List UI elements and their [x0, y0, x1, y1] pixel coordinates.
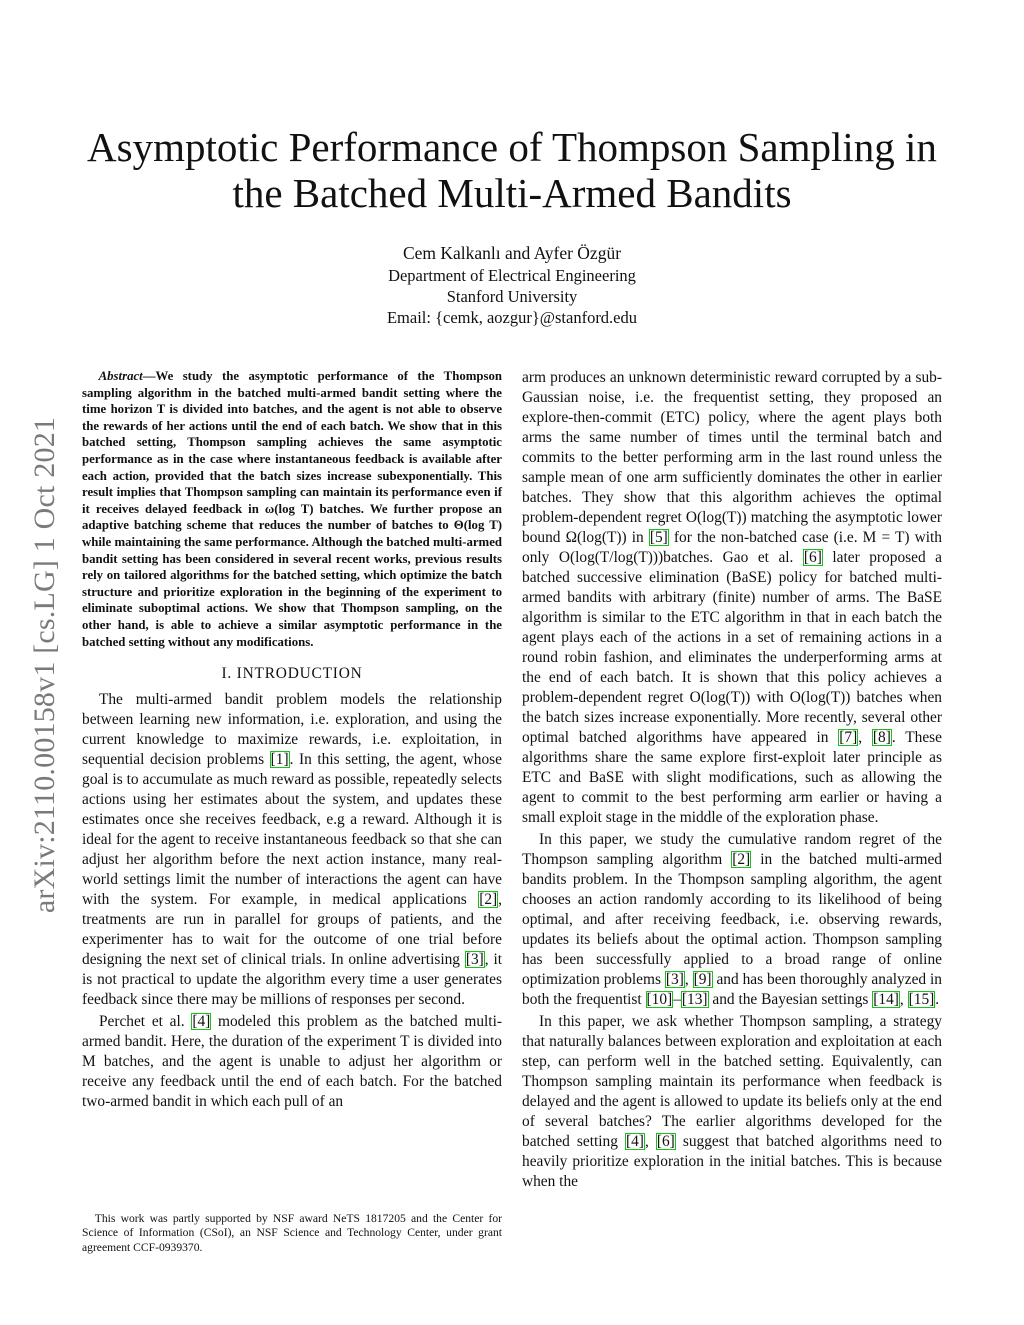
- citation-link[interactable]: [9]: [693, 971, 712, 988]
- abstract: [82, 368, 502, 650]
- citation-link[interactable]: [3]: [665, 971, 684, 988]
- abstract-dash: —: [142, 369, 156, 383]
- text-span: ,: [899, 991, 908, 1008]
- citation-link[interactable]: [13]: [681, 991, 708, 1008]
- arxiv-sidebar: [25, 365, 65, 965]
- text-span: for the non-batched case (i.e. M = T) with only O(log(T/log(T)))batches. Gao et al.: [522, 529, 942, 566]
- text-span: Perchet et al.: [98, 1013, 192, 1031]
- text-span: ,: [684, 971, 693, 988]
- author-email: Email: {cemk, aozgur}@stanford.edu: [386, 308, 638, 327]
- text-span: ,: [644, 1133, 656, 1150]
- right-column: [522, 368, 942, 1192]
- text-span: ,: [858, 729, 872, 746]
- text-span: .: [935, 991, 940, 1008]
- right-paragraph-3: [522, 1012, 942, 1192]
- text-span: in the batched multi-armed bandits problem. In the Thompson sampling algorithm, the agent chooses an action randomly according to its likelihood of being optimal, and after receiving feedback, i.e. observing rewards, updates its beliefs about the optimal action. Thompson sampling has been successfully applied to a broad range of online optimization problems: [522, 851, 943, 988]
- citation-link[interactable]: [8]: [872, 729, 891, 746]
- abstract-text: We study the asymptotic performance of the Thompson sampling algorithm in the batched multi-armed bandit setting where the time horizon T is divided into batches, and the agent is not able to observe the rewards of her actions until the end of each batch. We show that in this batched setting, Thompson sampling achieves the same asymptotic performance as in the case where instantaneous feedback is available after each action, provided that the batch sizes increase subexponentially. This result implies that Thompson sampling can maintain its performance even if it receives delayed feedback in ω(log T) batches. We further propose an adaptive batching scheme that reduces the number of batches to Θ(log T) while maintaining the same performance. Although the batched multi-armed bandit setting has been considered in several recent works, previous results rely on tailored algorithms for the batched setting, which optimize the batch structure and prioritize exploration in the beginning of the experiment to eliminate suboptimal actions. We show that Thompson sampling, on the other hand, is able to achieve a similar asymptotic performance in the batched setting without any modifications.: [82, 369, 502, 649]
- citation-link[interactable]: [6]: [803, 549, 822, 566]
- funding-footnote: This work was partly supported by NSF award NeTS 1817205 and the Center for Science of Information (CSoI), an NSF Science and Technology Center, under grant agreement CCF-0939370.: [82, 1211, 502, 1254]
- intro-paragraph-1: [82, 690, 502, 1010]
- citation-link[interactable]: [2]: [479, 891, 498, 909]
- section-heading-introduction: I. INTRODUCTION: [221, 665, 363, 683]
- citation-link[interactable]: [2]: [732, 851, 751, 868]
- text-span: suggest that batched algorithms need to heavily prioritize exploration in the initial batches. This is because when the: [522, 1133, 942, 1190]
- text-span: . In this setting, the agent, whose goal is to accumulate as much reward as possible, repeatedly selects actions using her estimates about the system, and updates these estimates once she receives feedback, e.g a reward. Although it is ideal for the agent to receive instantaneous feedback so that she can adjust her algorithm before the next action instance, many real-world settings limit the number of interactions the agent can have with the system. For example, in medical applications: [82, 751, 502, 909]
- text-span: . These algorithms share the same explore first-exploit later principle as ETC and BaSE with slight modifications, such as allowing the agent to commit to the best performing arm earlier or having a small exploit stage in the middle of the exploration phase.: [522, 729, 942, 826]
- text-span: and the Bayesian settings: [708, 991, 873, 1008]
- author-department: Department of Electrical Engineering: [388, 266, 636, 285]
- citation-link[interactable]: [3]: [465, 951, 484, 969]
- text-span: later proposed a batched successive elimination (BaSE) policy for batched multi-armed bandits with arbitrary (finite) number of arms. The BaSE algorithm is similar to the ETC algorithm in that in each batch the agent plays each of the actions in a set of remaining actions in a round robin fashion, and eliminates the underperforming arms at the end of each batch. It is shown that this policy achieves a problem-dependent regret O(log(T)) with O(log(T)) batches when the batch sizes increase exponentially. More recently, several other optimal batched algorithms have appeared in: [522, 549, 943, 746]
- text-span: arm produces an unknown deterministic reward corrupted by a sub-Gaussian noise, i.e. the frequentist setting, they proposed an explore-then-commit (ETC) policy, where the agent plays both arms the same number of times until the terminal batch and commits to the better performing arm in the last round unless the sample mean of one arm sufficiently dominates the other in earlier batches. They show that this algorithm achieves the optimal problem-dependent regret O(log(T)) matching the asymptotic lower bound Ω(log(T)) in: [522, 369, 942, 546]
- arxiv-identifier: arXiv:2110.00158v1 [cs.LG] 1 Oct 2021: [28, 416, 61, 914]
- paper-title: Asymptotic Performance of Thompson Sampling in the Batched Multi-Armed Bandits: [87, 124, 937, 216]
- intro-paragraph-2: [82, 1012, 502, 1112]
- left-column: [82, 368, 502, 1112]
- citation-link[interactable]: [4]: [192, 1013, 211, 1031]
- author-names: Cem Kalkanlı and Ayfer Özgür: [402, 243, 622, 263]
- text-span: , it is not practical to update the algorithm every time a user generates feedback since there may be millions of responses per second.: [82, 951, 502, 1009]
- citation-link[interactable]: [14]: [873, 991, 899, 1008]
- text-span: The multi-armed bandit problem models the relationship between learning new information, i.e. exploration, and using the current knowledge to maximize rewards, i.e. exploitation, in sequential decision problems: [82, 691, 502, 769]
- text-span: In this paper, we ask whether Thompson sampling, a strategy that naturally balances between exploration and exploitation at each step, can perform well in the batched setting. Equivalently, can Thompson sampling maintain its performance when feedback is delayed and the agent is allowed to update its beliefs only at the end of several batches? The earlier algorithms developed for the batched setting: [522, 1013, 942, 1150]
- text-span: modeled this problem as the batched multi-armed bandit. Here, the duration of the experiment T is divided into M batches, and the agent is unable to adjust her algorithm or receive any feedback until the end of each batch. For the batched two-armed bandit in which each pull of an: [82, 1013, 502, 1111]
- text-span: and has been thoroughly analyzed in both the frequentist: [522, 971, 942, 1008]
- text-span: , treatments are run in parallel for groups of patients, and the experimenter has to wait for the outcome of one trial before designing the next set of clinical trials. In online advertising: [82, 891, 502, 969]
- citation-link[interactable]: [7]: [839, 729, 858, 746]
- author-block: [212, 243, 812, 328]
- right-paragraph-1: [522, 368, 942, 828]
- citation-link[interactable]: [4]: [625, 1133, 644, 1150]
- author-university: Stanford University: [446, 287, 578, 306]
- citation-link[interactable]: [1]: [270, 751, 289, 769]
- citation-link[interactable]: [10]: [646, 991, 673, 1008]
- right-paragraph-2: [522, 830, 942, 1010]
- citation-link[interactable]: [5]: [649, 529, 668, 546]
- citation-link[interactable]: [6]: [656, 1133, 675, 1150]
- abstract-label: Abstract: [98, 369, 143, 383]
- text-span: In this paper, we study the cumulative random regret of the Thompson sampling algorithm: [522, 831, 942, 868]
- text-span: –: [673, 991, 681, 1008]
- citation-link[interactable]: [15]: [908, 991, 935, 1008]
